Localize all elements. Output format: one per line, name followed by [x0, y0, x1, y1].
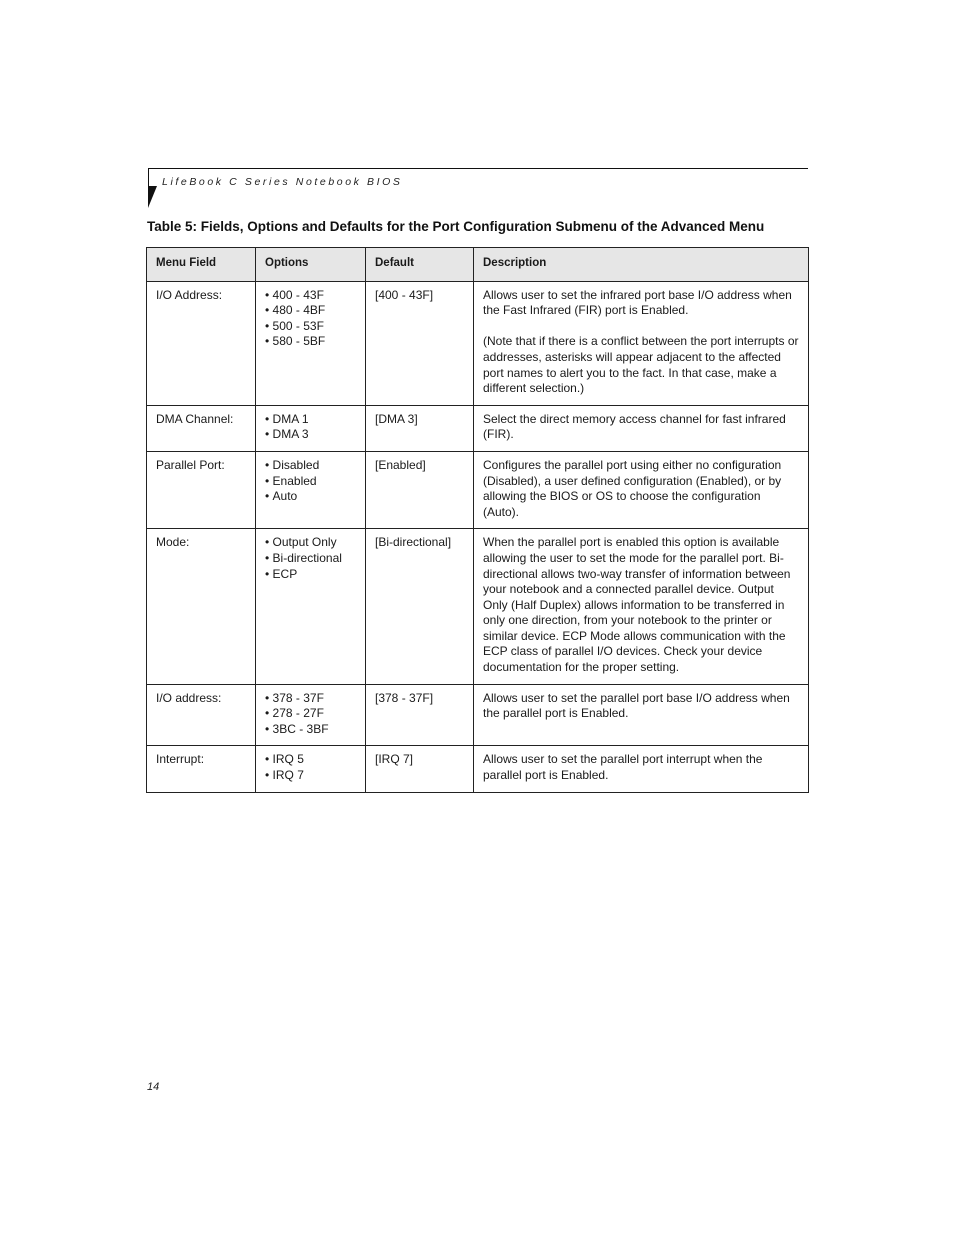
menu-field-cell: DMA Channel:	[147, 405, 256, 451]
description-cell	[474, 281, 809, 405]
table-row	[147, 684, 809, 746]
option-item: • Bi-directional	[265, 551, 356, 567]
column-header-menu-field: Menu Field	[147, 248, 256, 282]
table-caption: Table 5: Fields, Options and Defaults for the Port Configuration Submenu of the Advanced Menu	[147, 219, 765, 234]
column-header-default: Default	[366, 248, 474, 282]
options-cell	[256, 405, 366, 451]
table-header-row	[147, 248, 809, 282]
option-item: • IRQ 7	[265, 768, 356, 784]
header-rule	[148, 168, 808, 169]
menu-field-cell: Parallel Port:	[147, 451, 256, 528]
description-cell	[474, 746, 809, 792]
option-item: • IRQ 5	[265, 752, 356, 768]
header-wedge-mark	[148, 186, 157, 208]
table-row	[147, 529, 809, 684]
option-item: • Disabled	[265, 458, 356, 474]
description-paragraph: Allows user to set the infrared port base I/O address when the Fast Infrared (FIR) port is Enabled.	[483, 287, 792, 318]
description-cell	[474, 405, 809, 451]
option-item: • Output Only	[265, 535, 356, 551]
option-item: • DMA 3	[265, 427, 356, 443]
description-cell	[474, 684, 809, 746]
table-row	[147, 405, 809, 451]
description-paragraph: Allows user to set the parallel port base I/O address when the parallel port is Enabled.	[483, 690, 790, 721]
description-paragraph: Configures the parallel port using either no configuration (Disabled), a user defined configuration (Enabled), or by allowing the BIOS or OS to choose the configuration (Auto).	[483, 457, 782, 519]
description-paragraph: Allows user to set the parallel port interrupt when the parallel port is Enabled.	[483, 752, 763, 783]
option-item: • 378 - 37F	[265, 691, 356, 707]
option-item: • ECP	[265, 567, 356, 583]
option-item: • DMA 1	[265, 412, 356, 428]
description-note: (Note that if there is a conflict between the port interrupts or addresses, asterisks will appear adjacent to the affected port names to alert you to the fact. In that case, make a different selection.)	[483, 334, 799, 396]
description-paragraph: When the parallel port is enabled this option is available allowing the user to set the mode for the parallel port. Bi-directional allows two-way transfer of information between your notebook and a connected parallel device. Output Only (Half Duplex) allows information to be transferred in only one direction, from your notebook to the printer or similar device. ECP Mode allows communication with the ECP class of parallel I/O devices. Check your device documentation for the proper setting.	[483, 535, 791, 675]
menu-field-cell: Interrupt:	[147, 746, 256, 792]
options-cell	[256, 451, 366, 528]
menu-field-cell: I/O address:	[147, 684, 256, 746]
default-cell: [IRQ 7]	[366, 746, 474, 792]
description-cell	[474, 451, 809, 528]
options-cell	[256, 684, 366, 746]
port-configuration-table	[146, 247, 809, 793]
default-cell: [Bi-directional]	[366, 529, 474, 684]
option-item: • 480 - 4BF	[265, 303, 356, 319]
page-number: 14	[147, 1081, 160, 1093]
option-item: • 3BC - 3BF	[265, 722, 356, 738]
options-cell	[256, 529, 366, 684]
options-cell	[256, 281, 366, 405]
option-item: • 580 - 5BF	[265, 334, 356, 350]
default-cell: [Enabled]	[366, 451, 474, 528]
option-item: • Auto	[265, 489, 356, 505]
option-item: • 278 - 27F	[265, 706, 356, 722]
table-row	[147, 281, 809, 405]
options-cell	[256, 746, 366, 792]
column-header-description: Description	[474, 248, 809, 282]
option-item: • Enabled	[265, 474, 356, 490]
default-cell: [DMA 3]	[366, 405, 474, 451]
running-head: LifeBook C Series Notebook BIOS	[162, 176, 403, 188]
menu-field-cell: I/O Address:	[147, 281, 256, 405]
default-cell: [400 - 43F]	[366, 281, 474, 405]
description-paragraph: Select the direct memory access channel for fast infrared (FIR).	[483, 411, 786, 442]
option-item: • 500 - 53F	[265, 319, 356, 335]
table-row	[147, 746, 809, 792]
table-row	[147, 451, 809, 528]
option-item: • 400 - 43F	[265, 288, 356, 304]
description-cell	[474, 529, 809, 684]
menu-field-cell: Mode:	[147, 529, 256, 684]
column-header-options: Options	[256, 248, 366, 282]
default-cell: [378 - 37F]	[366, 684, 474, 746]
